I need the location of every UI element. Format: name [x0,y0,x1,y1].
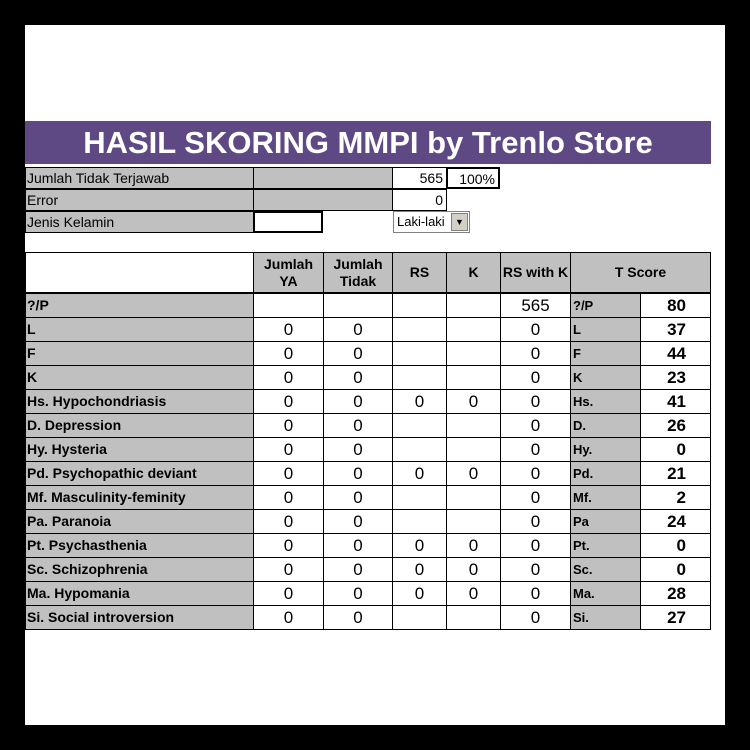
cell-jumlah-tidak[interactable]: 0 [323,317,393,342]
cell-jumlah-tidak[interactable]: 0 [323,581,393,606]
cell-k[interactable]: 0 [446,581,501,606]
cell-jumlah-ya[interactable]: 0 [253,365,324,390]
cell-jumlah-tidak[interactable]: 0 [323,389,393,414]
row-label[interactable]: Sc. Schizophrenia [25,557,254,582]
cell-k[interactable] [446,509,501,534]
cell-jumlah-tidak[interactable]: 0 [323,365,393,390]
cell-jumlah-tidak[interactable]: 0 [323,461,393,486]
cell-jumlah-ya[interactable]: 0 [253,509,324,534]
cell-t-code[interactable]: L [570,317,641,342]
cell-jumlah-ya[interactable]: 0 [253,413,324,438]
cell-k[interactable]: 0 [446,461,501,486]
cell-jumlah-tidak[interactable]: 0 [323,533,393,558]
cell-rs[interactable]: 0 [392,581,447,606]
cell-k[interactable]: 0 [446,533,501,558]
cell-jumlah-ya[interactable]: 0 [253,389,324,414]
cell-k[interactable]: 0 [446,389,501,414]
row-label[interactable]: Pd. Psychopathic deviant [25,461,254,486]
header-jumlah-tidak: Jumlah Tidak [323,252,393,293]
cell-t-score[interactable]: 0 [640,557,711,582]
cell-rs[interactable] [392,413,447,438]
cell-rs-with-k[interactable]: 0 [500,461,571,486]
cell-rs[interactable]: 0 [392,389,447,414]
gender-label[interactable]: Jenis Kelamin [25,211,254,233]
cell-t-code[interactable]: Hs. [570,389,641,414]
cell-rs-with-k[interactable]: 0 [500,437,571,462]
cell-rs-with-k[interactable]: 0 [500,581,571,606]
cell-t-score[interactable]: 37 [640,317,711,342]
cell-t-code[interactable]: Ma. [570,581,641,606]
cell-rs-with-k[interactable]: 0 [500,605,571,630]
cell-rs[interactable]: 0 [392,461,447,486]
row-label[interactable]: F [25,341,254,366]
cell-t-score[interactable]: 27 [640,605,711,630]
cell-rs[interactable] [392,485,447,510]
cell-k[interactable] [446,293,501,318]
cell-k[interactable] [446,413,501,438]
cell-rs-with-k[interactable]: 0 [500,509,571,534]
cell-jumlah-ya[interactable]: 0 [253,341,324,366]
header-rs: RS [392,252,447,293]
error-blank-cell[interactable] [253,189,393,211]
header-rs-with-k: RS with K [500,252,571,293]
dropdown-arrow-icon[interactable]: ▼ [451,213,468,231]
header-jumlah-ya: Jumlah YA [253,252,324,293]
row-label[interactable]: Mf. Masculinity-feminity [25,485,254,510]
error-count[interactable]: 0 [392,189,447,211]
cell-rs[interactable] [392,341,447,366]
cell-jumlah-tidak[interactable]: 0 [323,485,393,510]
cell-t-score[interactable]: 28 [640,581,711,606]
cell-k[interactable]: 0 [446,557,501,582]
row-label[interactable]: Si. Social introversion [25,605,254,630]
cell-t-code[interactable]: Mf. [570,485,641,510]
header-k: K [446,252,501,293]
cell-t-score[interactable]: 0 [640,437,711,462]
cell-rs-with-k[interactable]: 0 [500,317,571,342]
cell-t-score[interactable]: 24 [640,509,711,534]
cell-jumlah-ya[interactable] [253,293,324,318]
cell-k[interactable] [446,605,501,630]
cell-rs[interactable] [392,509,447,534]
cell-jumlah-tidak[interactable]: 0 [323,605,393,630]
error-label[interactable]: Error [25,189,254,211]
cell-t-score[interactable]: 41 [640,389,711,414]
cell-t-score[interactable]: 23 [640,365,711,390]
cell-k[interactable] [446,341,501,366]
gender-select[interactable] [393,211,470,233]
cell-k[interactable] [446,365,501,390]
cell-t-score[interactable]: 26 [640,413,711,438]
cell-rs[interactable] [392,605,447,630]
cell-t-score[interactable]: 21 [640,461,711,486]
cell-jumlah-ya[interactable]: 0 [253,437,324,462]
cell-rs-with-k[interactable]: 0 [500,365,571,390]
cell-t-code[interactable]: K [570,365,641,390]
gender-input-cell[interactable] [253,211,323,233]
cell-rs[interactable] [392,365,447,390]
cell-t-code[interactable]: Hy. [570,437,641,462]
cell-rs-with-k[interactable]: 0 [500,485,571,510]
unanswered-percent[interactable]: 100% [446,167,500,189]
header-t-score: T Score [570,252,711,293]
cell-t-code[interactable]: Si. [570,605,641,630]
cell-jumlah-tidak[interactable]: 0 [323,437,393,462]
row-label[interactable]: Hs. Hypochondriasis [25,389,254,414]
cell-jumlah-tidak[interactable] [323,293,393,318]
row-label[interactable]: Ma. Hypomania [25,581,254,606]
cell-rs[interactable]: 0 [392,533,447,558]
cell-rs-with-k[interactable]: 0 [500,557,571,582]
cell-t-code[interactable]: ?/P [570,293,641,318]
row-label[interactable]: D. Depression [25,413,254,438]
spreadsheet-sheet [25,25,725,725]
cell-rs-with-k[interactable]: 0 [500,389,571,414]
cell-k[interactable] [446,437,501,462]
cell-rs-with-k[interactable]: 565 [500,293,571,318]
report-title: HASIL SKORING MMPI by Trenlo Store [25,121,711,164]
cell-t-score[interactable]: 80 [640,293,711,318]
cell-k[interactable] [446,485,501,510]
cell-t-score[interactable]: 0 [640,533,711,558]
cell-jumlah-ya[interactable]: 0 [253,461,324,486]
row-label[interactable]: Hy. Hysteria [25,437,254,462]
cell-jumlah-ya[interactable]: 0 [253,317,324,342]
cell-jumlah-tidak[interactable]: 0 [323,557,393,582]
gender-select-value: Laki-laki [397,214,445,229]
cell-jumlah-ya[interactable]: 0 [253,557,324,582]
row-label[interactable]: L [25,317,254,342]
cell-jumlah-ya[interactable]: 0 [253,485,324,510]
unanswered-label[interactable]: Jumlah Tidak Terjawab [25,167,254,189]
cell-jumlah-tidak[interactable]: 0 [323,413,393,438]
cell-jumlah-ya[interactable]: 0 [253,581,324,606]
row-label[interactable]: K [25,365,254,390]
cell-rs-with-k[interactable]: 0 [500,341,571,366]
cell-t-code[interactable]: Sc. [570,557,641,582]
cell-rs[interactable] [392,293,447,318]
cell-jumlah-tidak[interactable]: 0 [323,509,393,534]
row-label[interactable]: ?/P [25,293,254,318]
unanswered-count[interactable]: 565 [392,167,447,189]
cell-rs-with-k[interactable]: 0 [500,533,571,558]
cell-t-score[interactable]: 44 [640,341,711,366]
cell-rs[interactable] [392,317,447,342]
row-label[interactable]: Pt. Psychasthenia [25,533,254,558]
cell-t-code[interactable]: Pt. [570,533,641,558]
unanswered-blank-cell[interactable] [253,167,393,189]
cell-jumlah-ya[interactable]: 0 [253,605,324,630]
cell-t-code[interactable]: D. [570,413,641,438]
cell-t-code[interactable]: Pa [570,509,641,534]
cell-rs[interactable]: 0 [392,557,447,582]
cell-t-code[interactable]: Pd. [570,461,641,486]
row-label[interactable]: Pa. Paranoia [25,509,254,534]
cell-rs[interactable] [392,437,447,462]
cell-k[interactable] [446,317,501,342]
cell-t-score[interactable]: 2 [640,485,711,510]
cell-rs-with-k[interactable]: 0 [500,413,571,438]
cell-jumlah-ya[interactable]: 0 [253,533,324,558]
cell-t-code[interactable]: F [570,341,641,366]
cell-jumlah-tidak[interactable]: 0 [323,341,393,366]
header-blank [25,252,254,293]
